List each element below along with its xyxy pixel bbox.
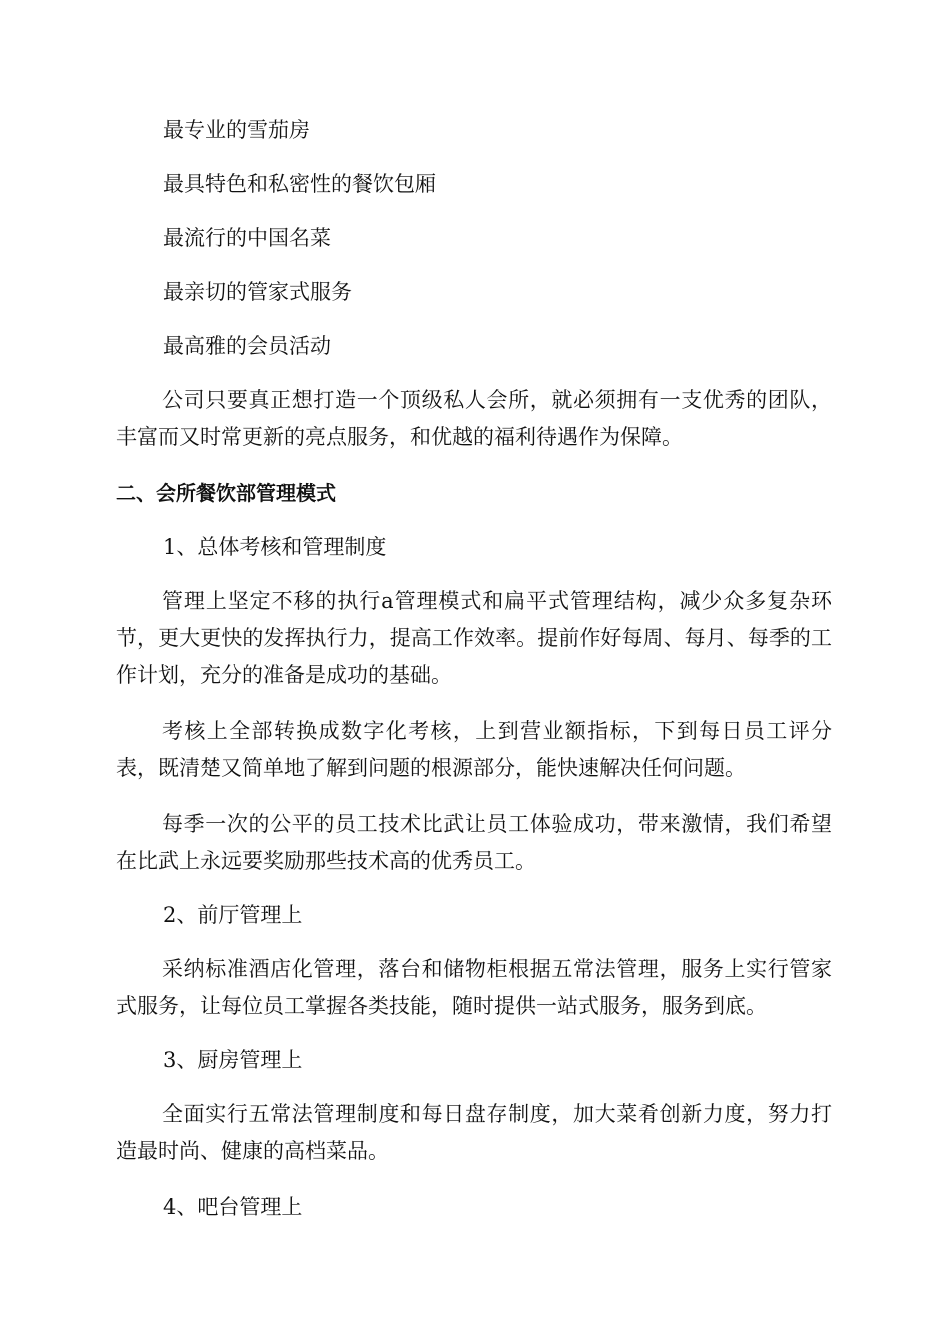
intro-paragraph: 公司只要真正想打造一个顶级私人会所，就必须拥有一支优秀的团队，丰富而又时常更新的亮点服务，和优越的福利待遇作为保障。: [116, 388, 832, 449]
paragraph: 每季一次的公平的员工技术比武让员工体验成功，带来激情，我们希望在比武上永远要奖励那些技术高的优秀员工。: [116, 812, 832, 873]
list-item: 最亲切的管家式服务: [163, 280, 352, 304]
list-item: 最流行的中国名菜: [163, 226, 331, 250]
paragraph: 采纳标准酒店化管理，落台和储物柜根据五常法管理，服务上实行管家式服务，让每位员工掌握各类技能，随时提供一站式服务，服务到底。: [116, 957, 832, 1018]
list-item: 最具特色和私密性的餐饮包厢: [163, 172, 436, 196]
paragraph: 考核上全部转换成数字化考核，上到营业额指标，下到每日员工评分表，既清楚又简单地了解到问题的根源部分，能快速解决任何问题。: [116, 719, 832, 780]
section-heading: 二、会所餐饮部管理模式: [116, 481, 336, 505]
paragraph: 管理上坚定不移的执行a管理模式和扁平式管理结构，减少众多复杂环节，更大更快的发挥执行力，提高工作效率。提前作好每周、每月、每季的工作计划，充分的准备是成功的基础。: [116, 589, 832, 687]
subsection-title: 1、总体考核和管理制度: [163, 535, 387, 559]
subsection-title: 4、吧台管理上: [163, 1195, 303, 1219]
subsection-title: 2、前厅管理上: [163, 903, 303, 927]
list-item: 最高雅的会员活动: [163, 334, 331, 358]
paragraph: 全面实行五常法管理制度和每日盘存制度，加大菜肴创新力度，努力打造最时尚、健康的高档菜品。: [116, 1102, 832, 1163]
subsection-title: 3、厨房管理上: [163, 1048, 303, 1072]
list-item: 最专业的雪茄房: [163, 118, 310, 142]
